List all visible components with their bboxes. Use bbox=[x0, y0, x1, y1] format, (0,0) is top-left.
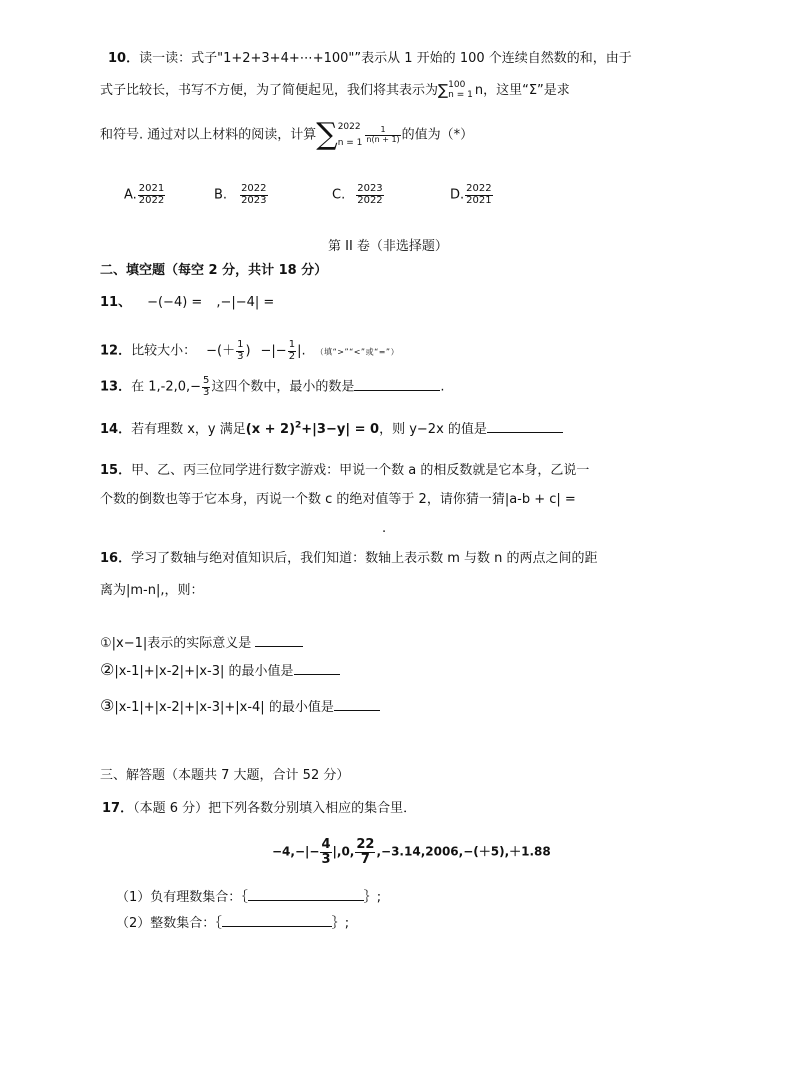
q14-eq-2: +|3−y| = 0 bbox=[301, 422, 380, 437]
q12-fraction-a bbox=[236, 340, 244, 362]
q12 bbox=[100, 340, 399, 362]
option-a-fraction bbox=[138, 184, 165, 206]
q10-number: 10． bbox=[108, 51, 140, 66]
option-b-label: B. bbox=[214, 187, 228, 203]
q11 bbox=[100, 296, 274, 309]
sigma-symbol-1: ∑ bbox=[438, 80, 449, 99]
option-a-num: 2021 bbox=[138, 183, 165, 194]
option-b[interactable] bbox=[214, 184, 269, 206]
q12-a-den: 3 bbox=[237, 350, 244, 362]
q12-b-den: 2 bbox=[288, 350, 296, 362]
q15-line-1 bbox=[100, 464, 589, 477]
option-c-label: C. bbox=[332, 187, 346, 203]
q13-number: 13． bbox=[100, 379, 132, 395]
q17-number: 17． bbox=[102, 801, 134, 816]
q17-set-1-open: ｛ bbox=[241, 890, 248, 905]
q10-text-2: 式子比较长，书写不方便，为了简便起见，我们将其表示为 bbox=[100, 82, 439, 98]
option-a-label: A. bbox=[124, 187, 137, 203]
q13-den: 3 bbox=[203, 386, 210, 398]
sigma-body-1: n bbox=[474, 82, 484, 98]
q13-fraction bbox=[202, 376, 210, 398]
q14-number: 14． bbox=[100, 422, 132, 437]
section2-heading: 二、填空题（每空 2 分，共计 18 分） bbox=[100, 263, 328, 278]
q17-set-1-label: （1）负有理数集合： bbox=[116, 890, 242, 905]
q16-item-2-text: |x-1|+|x-2|+|x-3| 的最小值是 bbox=[114, 664, 294, 679]
q16-item-2-blank[interactable] bbox=[294, 662, 340, 675]
option-d-fraction bbox=[465, 184, 492, 206]
q14 bbox=[100, 420, 563, 436]
q12-b-num: 1 bbox=[288, 339, 296, 350]
option-b-num: 2022 bbox=[241, 183, 267, 194]
sigma-upper-1: 100 bbox=[448, 80, 466, 90]
q17-set-1-close: ｝; bbox=[363, 890, 382, 905]
q17-set-2-open: ｛ bbox=[215, 916, 222, 931]
q12-fraction-b bbox=[288, 340, 296, 362]
q14-text-2: ，则 y−2x 的值是 bbox=[379, 422, 487, 437]
q17-f2-num: 22 bbox=[356, 837, 375, 852]
sigma-lower-1: n = 1 bbox=[448, 90, 473, 101]
q16-item-1-mark: ① bbox=[100, 636, 112, 651]
option-c-fraction bbox=[356, 184, 383, 206]
q12-number: 12． bbox=[100, 343, 132, 359]
q10-line-2 bbox=[100, 80, 570, 101]
q10-text-1: 读一读：式子"1+2+3+4+⋯+100"”表示从 1 开始的 100 个连续自然数的和，由于 bbox=[139, 51, 632, 66]
q17-set-2-close: ｝; bbox=[331, 916, 350, 931]
q17-set-2 bbox=[116, 914, 349, 930]
q16-line-2: 离为|m-n|,，则： bbox=[100, 583, 204, 598]
sigma-limits-1 bbox=[448, 80, 473, 101]
option-a[interactable] bbox=[124, 184, 166, 206]
q16-item-1-blank[interactable] bbox=[255, 634, 303, 647]
q17-fraction-1 bbox=[320, 838, 331, 866]
part2-title: 第 II 卷（非选择题） bbox=[328, 239, 448, 254]
q16-item-1-text: |x−1|表示的实际意义是 bbox=[111, 636, 252, 651]
q13-answer-blank[interactable] bbox=[354, 378, 440, 391]
q16-item-2 bbox=[100, 662, 340, 678]
q12-expr-b-close: |. bbox=[297, 343, 306, 359]
sigma-symbol-2: ∑ bbox=[316, 117, 338, 152]
q17-set-2-label: （2）整数集合： bbox=[116, 916, 216, 931]
sigma-upper-2: 2022 bbox=[337, 121, 361, 132]
sigma-lower-2: n = 1 bbox=[337, 138, 363, 148]
q17-set-2-blank[interactable] bbox=[222, 914, 332, 927]
q12-expr-b: −|− bbox=[260, 343, 287, 359]
q13 bbox=[100, 376, 445, 398]
q13-num: 5 bbox=[203, 375, 210, 386]
sigma-limits-2 bbox=[338, 122, 363, 149]
q12-a-num: 1 bbox=[237, 339, 244, 350]
q16-number: 16． bbox=[100, 551, 132, 566]
sigma-fraction-numerator: 1 bbox=[365, 126, 400, 135]
q12-prompt: 比较大小： bbox=[131, 343, 197, 359]
q17-expr-b: |,0, bbox=[332, 844, 355, 859]
q12-hint: （填“>”“<”或“=”） bbox=[315, 347, 400, 357]
q16-item-3-blank[interactable] bbox=[334, 698, 380, 711]
option-d-label: D. bbox=[450, 187, 465, 203]
q15-dot: . bbox=[382, 521, 387, 536]
q11-expr-2: ,−|−4| = bbox=[216, 295, 275, 310]
q12-expr-a-close: ) bbox=[245, 343, 251, 359]
q17-text: （本题 6 分）把下列各数分别填入相应的集合里． bbox=[133, 801, 417, 816]
q14-text: 若有理数 x，y 满足 bbox=[131, 422, 246, 437]
q10-text-2b: ，这里“Σ”是求 bbox=[483, 82, 570, 98]
q17-expr-c: ,−3.14,2006,−(＋5),＋1.88 bbox=[376, 844, 551, 859]
q15-line-2: 个数的倒数也等于它本身，丙说一个数 c 的绝对值等于 2，请你猜一猜|a-b + c| = bbox=[100, 492, 576, 507]
q16-line-1 bbox=[100, 552, 598, 565]
q17-set-1-blank[interactable] bbox=[248, 888, 364, 901]
option-d-num: 2022 bbox=[466, 183, 492, 194]
section3-heading: 三、解答题（本题共 7 大题，合计 52 分） bbox=[100, 768, 350, 783]
q12-expr-a: −(＋ bbox=[206, 343, 236, 359]
q17 bbox=[102, 802, 416, 815]
q17-f2-den: 7 bbox=[360, 851, 370, 867]
q16-item-3-mark: ③ bbox=[100, 696, 115, 715]
option-b-den: 2023 bbox=[241, 194, 267, 206]
q14-exponent: 2 bbox=[295, 420, 302, 431]
q10-text-3b: 的值为（*） bbox=[401, 127, 474, 143]
q10-line-1 bbox=[108, 52, 632, 65]
q16-text-1: 学习了数轴与绝对值知识后，我们知道：数轴上表示数 m 与数 n 的两点之间的距 bbox=[131, 551, 598, 566]
option-c[interactable] bbox=[332, 184, 385, 206]
q17-f1-den: 3 bbox=[321, 851, 331, 867]
q17-f1-num: 4 bbox=[321, 837, 331, 852]
q16-item-3-text: |x-1|+|x-2|+|x-3|+|x-4| 的最小值是 bbox=[114, 700, 334, 715]
q17-fraction-2 bbox=[355, 838, 375, 866]
q13-text: 在 1,-2,0,− bbox=[131, 379, 202, 395]
sigma-fraction-2 bbox=[365, 126, 400, 144]
q17-expression bbox=[272, 838, 551, 866]
option-c-den: 2022 bbox=[357, 194, 383, 206]
q14-eq: (x + 2) bbox=[245, 422, 296, 437]
q15-text-1: 甲、乙、丙三位同学进行数字游戏：甲说一个数 a 的相反数就是它本身，乙说一 bbox=[131, 463, 590, 478]
q17-expr-a: −4,−|− bbox=[272, 844, 320, 859]
q16-item-2-mark: ② bbox=[100, 660, 115, 679]
q10-text-3: 和符号. 通过对以上材料的阅读，计算 bbox=[100, 127, 317, 143]
q10-line-3 bbox=[100, 117, 474, 152]
q14-answer-blank[interactable] bbox=[487, 420, 563, 433]
q15-number: 15． bbox=[100, 463, 132, 478]
q13-end: . bbox=[440, 379, 445, 395]
q13-text-2: 这四个数中，最小的数是 bbox=[211, 379, 355, 395]
option-d[interactable] bbox=[450, 184, 494, 206]
q16-item-3 bbox=[100, 698, 380, 714]
q16-item-1 bbox=[100, 634, 303, 650]
q11-expr-1: −(−4) = bbox=[147, 295, 203, 310]
option-b-fraction bbox=[240, 184, 267, 206]
option-a-den: 2022 bbox=[138, 194, 165, 206]
q11-number: 11、 bbox=[100, 295, 132, 310]
option-c-num: 2023 bbox=[357, 183, 383, 194]
option-d-den: 2021 bbox=[466, 194, 492, 206]
sigma-fraction-denominator: n(n + 1) bbox=[366, 134, 400, 144]
q17-set-1 bbox=[116, 888, 381, 904]
